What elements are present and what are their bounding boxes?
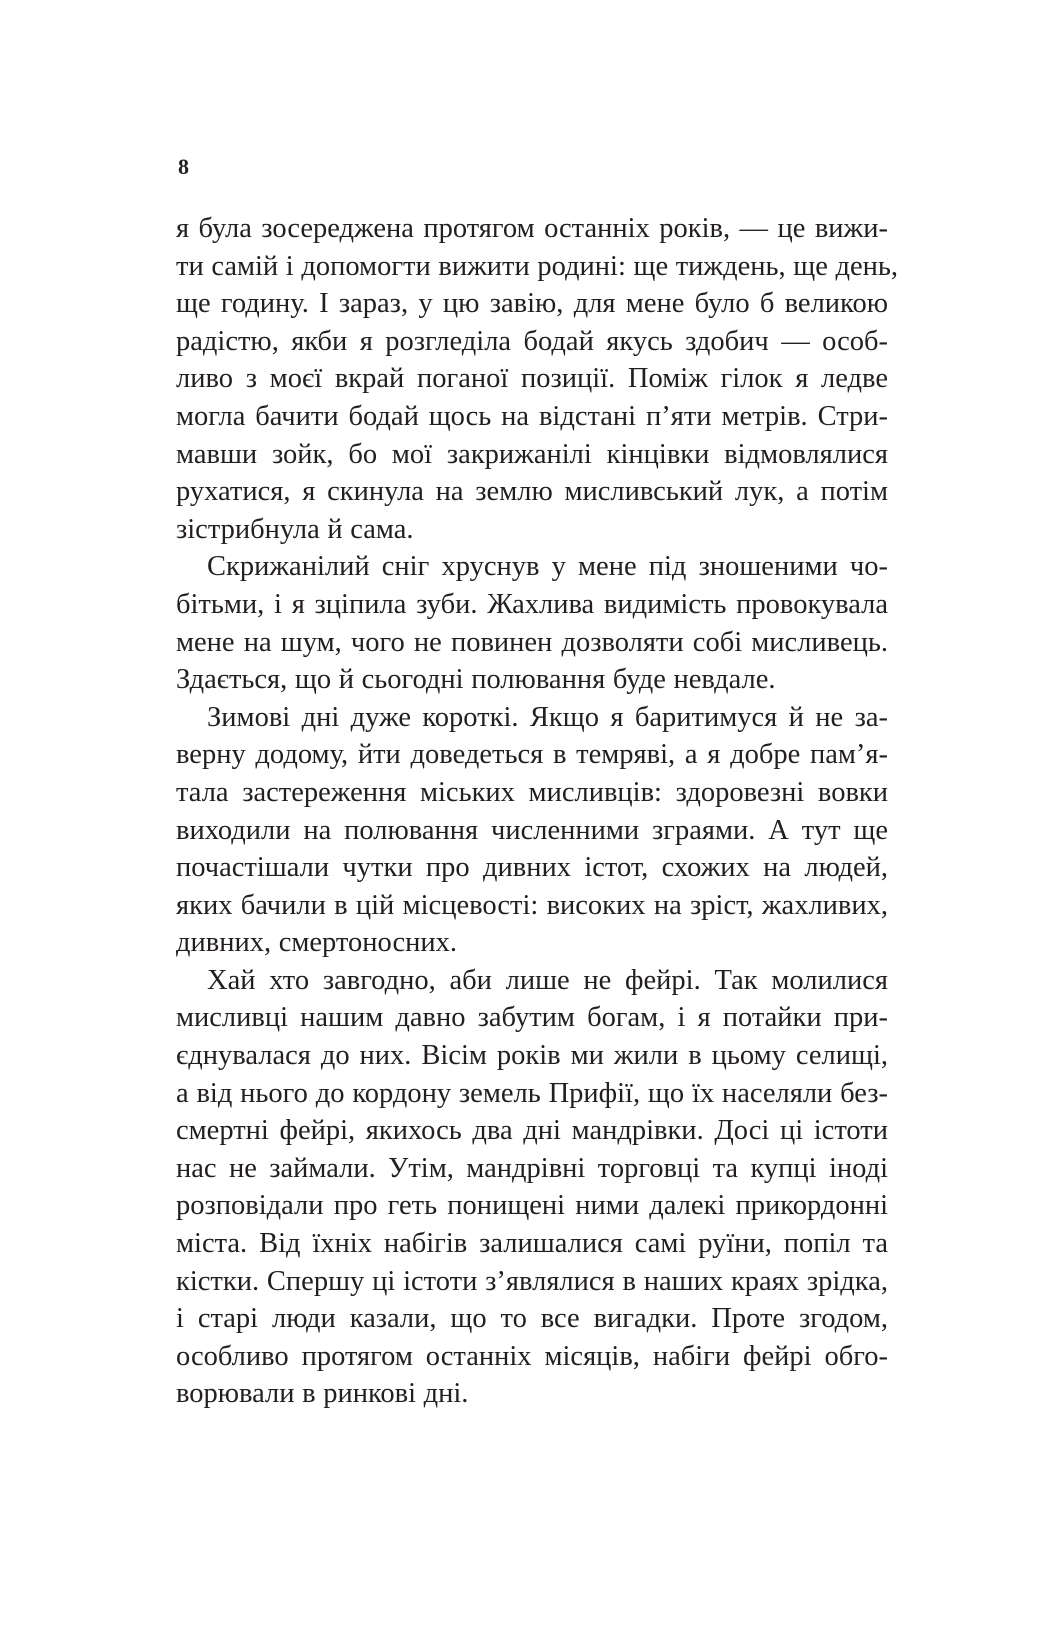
- text-line: могла бачити бодай щось на відстані п’яти метрів. Стри-: [176, 400, 888, 432]
- text-line: мисливці нашим давно забутим богам, і я потайки при-: [176, 1002, 888, 1034]
- text-line: ти самій і допомогти вижити родині: ще тиждень, ще день,: [176, 250, 899, 282]
- text-line: бітьми, і я зціпила зуби. Жахлива видимість провокувала: [176, 588, 888, 620]
- text-line: а від нього до кордону земель Прифії, що їх населяли без-: [176, 1077, 888, 1109]
- text-line: мавши зойк, бо мої закрижанілі кінцівки відмовлялися: [176, 438, 888, 470]
- text-line: Зимові дні дуже короткі. Якщо я баритимуся й не за-: [207, 701, 888, 733]
- text-line: міста. Від їхніх набігів залишалися самі руїни, попіл та: [176, 1228, 888, 1260]
- text-line: Здається, що й сьогодні полювання буде невдале.: [176, 664, 776, 696]
- text-line: дивних, смертоносних.: [176, 927, 457, 959]
- text-line: нас не займали. Утім, мандрівні торговці та купці іноді: [176, 1152, 888, 1184]
- text-line: зістрибнула й сама.: [176, 513, 414, 545]
- paragraph: [176, 962, 888, 1413]
- text-line: почастішали чутки про дивних істот, схожих на людей,: [176, 852, 888, 884]
- text-line: я була зосереджена протягом останніх років, — це вижи-: [176, 213, 888, 244]
- text-line: тала застереження міських мисливців: здоровезні вовки: [176, 776, 888, 808]
- text-line: особливо протягом останніх місяців, набіги фейрі обго-: [176, 1340, 888, 1372]
- text-line: Хай хто завгодно, аби лише не фейрі. Так молилися: [207, 964, 888, 996]
- text-line: єднувалася до них. Вісім років ми жили в цьому селищі,: [176, 1040, 888, 1072]
- text-line: ливо з моєї вкрай поганої позиції. Поміж гілок я ледве: [176, 363, 888, 395]
- text-line: виходили на полювання численними зграями. А тут ще: [176, 814, 888, 846]
- text-line: Скрижанілий сніг хруснув у мене під зношеними чо-: [207, 551, 888, 583]
- text-line: яких бачили в цій місцевості: високих на зріст, жахливих,: [176, 889, 888, 921]
- text-line: мене на шум, чого не повинен дозволяти собі мисливець.: [176, 626, 888, 658]
- text-line: рухатися, я скинула на землю мисливський лук, а потім: [176, 476, 888, 508]
- text-line: кістки. Спершу ці істоти з’являлися в наших краях зрідка,: [176, 1265, 888, 1297]
- paragraph: [176, 699, 888, 962]
- body-text: [176, 210, 899, 1413]
- text-line: і старі люди казали, що то все вигадки. Проте згодом,: [176, 1303, 888, 1335]
- text-line: ще годину. І зараз, у цю завію, для мене було б великою: [176, 288, 888, 320]
- text-line: радістю, якби я розгледіла бодай якусь здобич — особ-: [176, 325, 888, 357]
- page-number: 8: [178, 154, 189, 179]
- text-line: верну додому, йти доведеться в темряві, а я добре пам’я-: [176, 739, 888, 771]
- paragraph: [176, 210, 899, 548]
- text-line: ворювали в ринкові дні.: [176, 1378, 469, 1410]
- text-line: розповідали про геть понищені ними далекі прикордонні: [176, 1190, 888, 1222]
- text-line: смертні фейрі, якихось два дні мандрівки. Досі ці істоти: [176, 1115, 888, 1147]
- paragraph: [176, 548, 888, 698]
